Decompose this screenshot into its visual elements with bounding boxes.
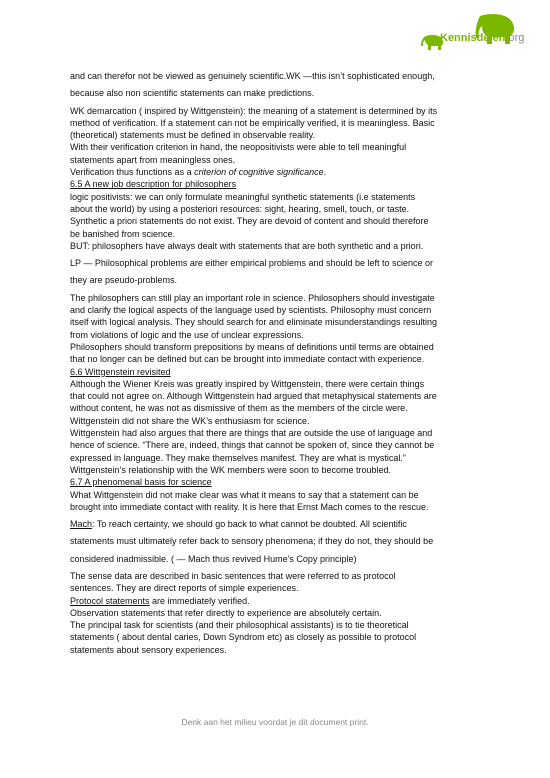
text-line: Observation statements that refer directly to experience are absolutely certain. <box>70 607 382 618</box>
text-line: sentences. They are direct reports of simple experiences. <box>70 583 299 594</box>
text-line: and clarify the logical aspects of the language used by scientists. Philosophy must concern <box>70 305 432 316</box>
text-line: from violations of logic and the use of unclear expressions. <box>70 329 304 340</box>
text-line: BUT: philosophers have always dealt with statements that are both synthetic and a priori. <box>70 240 424 251</box>
text-line: Wittgenstein did not share the WK’s enthusiasm for science. <box>70 415 310 426</box>
kennisdelen-logo <box>420 12 530 54</box>
text-line: Wittgenstein’s relationship with the WK members were soon to become troubled. <box>70 464 391 475</box>
text-line: What Wittgenstein did not make clear was what it means to say that a statement can be <box>70 489 419 500</box>
italic-term: criterion of cognitive significance <box>194 167 324 178</box>
text-line: The philosophers can still play an important role in science. Philosophers should investigate <box>70 292 435 303</box>
section-heading: 6.5 A new job description for philosophers <box>70 179 237 190</box>
text-line: Verification thus functions as a criterion of cognitive significance. <box>70 167 327 178</box>
text-line: statements about sensory experiences. <box>70 644 227 655</box>
protocol-term: Protocol statements <box>70 595 150 606</box>
page-footer: Denk aan het milieu voordat je dit document print. <box>181 717 369 727</box>
text-line: Philosophers should transform prepositions by means of definitions until terms are obtained <box>70 341 434 352</box>
text-line: With their verification criterion in hand, the neopositivists were able to tell meaningful <box>70 142 407 153</box>
text-line: statements must ultimately refer back to sensory phenomena; if they do not, they should be <box>70 536 434 547</box>
text-line: without content, he was not as dismissive of them as the members of the circle were. <box>70 403 408 414</box>
text-line: Although the Wiener Kreis was greatly inspired by Wittgenstein, there were certain things <box>70 378 425 389</box>
text-line: that no longer can be defined but can be brought into immediate contact with experience. <box>70 354 425 365</box>
text-line: that could not agree on. Although Wittgenstein had argued that metaphysical statements are <box>70 391 437 402</box>
text-line: be banished from science. <box>70 228 176 239</box>
text-line: because also non scientific statements can make predictions. <box>70 88 315 99</box>
section-heading: 6.7 A phenomenal basis for science <box>70 477 212 488</box>
mach-term: Mach <box>70 519 93 530</box>
document-body <box>70 70 490 656</box>
text-line: considered inadmissible. ( — Mach thus revived Hume’s Copy principle) <box>70 553 357 564</box>
logo-text: Kennisdelen.org <box>440 32 525 44</box>
text-line: Mach: To reach certainty, we should go back to what cannot be doubted. All scientific <box>70 519 407 530</box>
text-line: expressed in language. They make themselves manifest. They are what is mystical.” <box>70 452 406 463</box>
text-line: LP — Philosophical problems are either empirical problems and should be left to science or <box>70 258 434 269</box>
section-heading: 6.6 Wittgenstein revisited <box>70 366 171 377</box>
text-line: Protocol statements are immediately verified. <box>70 595 250 606</box>
text-line: and can therefor not be viewed as genuinely scientific.WK —this isn’t sophisticated enough, <box>70 71 435 81</box>
text-line: (theoretical) statements must be defined in observable reality. <box>70 130 315 141</box>
text-line: logic positivists: we can only formulate meaningful synthetic statements (i.e statements <box>70 191 416 202</box>
text-line: statements apart from meaningless ones. <box>70 154 236 165</box>
text-line: they are pseudo-problems. <box>70 275 178 286</box>
text-line: itself with logical analysis. They should search for and eliminate misunderstandings resulting <box>70 317 438 328</box>
text-line: method of verification. If a statement can not be empirically verified, it is meaningless. Basic <box>70 117 435 128</box>
text-line: Synthetic a priori statements do not exist. They are devoid of content and should therefore <box>70 216 429 227</box>
text-line: WK demarcation ( inspired by Wittgenstein): the meaning of a statement is determined by its <box>70 105 438 116</box>
text-line: hence of science. “There are, indeed, things that cannot be spoken of, since they cannot be <box>70 440 435 451</box>
text-line: Wittgenstein had also argues that there are things that are outside the use of language and <box>70 428 433 439</box>
text-line: about the world) by using a posteriori resources: sight, hearing, smell, touch, or taste. <box>70 203 410 214</box>
text-line: The principal task for scientists (and their philosophical assistants) is to tie theoretical <box>70 620 409 631</box>
text-line: The sense data are described in basic sentences that were referred to as protocol <box>70 570 396 581</box>
text-line: brought into immediate contact with reality. It is here that Ernst Mach comes to the rescue. <box>70 501 429 512</box>
text-line: statements ( about dental caries, Down Syndrom etc) as closely as possible to protocol <box>70 632 417 643</box>
